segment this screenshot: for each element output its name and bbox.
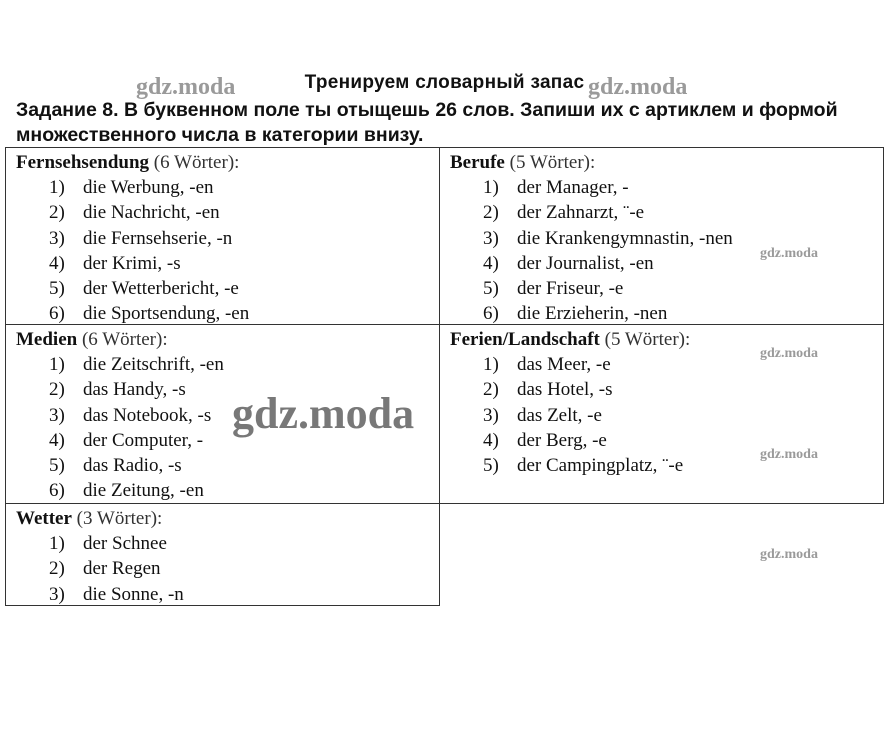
item-word: das Notebook, -s bbox=[83, 404, 212, 426]
item-number: 5) bbox=[49, 455, 65, 477]
item-word: die Sportsendung, -en bbox=[83, 303, 250, 325]
item-number: 5) bbox=[483, 455, 499, 477]
list-item bbox=[16, 226, 439, 251]
item-word: das Radio, -s bbox=[83, 455, 182, 477]
item-number: 1) bbox=[483, 177, 499, 199]
list-item bbox=[450, 175, 883, 200]
list-item bbox=[16, 175, 439, 200]
category-word-count: (5 Wörter): bbox=[604, 329, 691, 350]
list-item bbox=[450, 226, 883, 251]
list-item bbox=[450, 251, 883, 276]
item-word: die Erzieherin, -nen bbox=[517, 303, 668, 325]
list-item bbox=[16, 582, 439, 607]
item-number: 4) bbox=[483, 252, 499, 274]
list-item bbox=[16, 276, 439, 301]
item-number: 4) bbox=[49, 252, 65, 274]
category-word-count: (6 Wörter): bbox=[153, 152, 240, 173]
list-item bbox=[16, 478, 439, 503]
watermark: gdz.moda bbox=[760, 547, 818, 562]
item-word: die Zeitung, -en bbox=[83, 480, 204, 502]
item-number: 6) bbox=[49, 480, 65, 502]
item-number: 2) bbox=[49, 379, 65, 401]
item-word: die Fernsehserie, -n bbox=[83, 227, 233, 249]
item-word: die Werbung, -en bbox=[83, 177, 214, 199]
item-word: der Krimi, -s bbox=[83, 252, 181, 274]
category-cell bbox=[439, 147, 884, 325]
category-heading bbox=[450, 150, 883, 175]
category-cell bbox=[5, 147, 440, 325]
word-list bbox=[16, 175, 439, 326]
item-number: 5) bbox=[483, 278, 499, 300]
watermark: gdz.moda bbox=[136, 74, 236, 100]
task-number: Задание 8. bbox=[16, 99, 119, 121]
watermark: gdz.moda bbox=[760, 346, 818, 361]
category-name: Fernsehsendung bbox=[16, 152, 150, 173]
watermark: gdz.moda bbox=[760, 447, 818, 462]
watermark: gdz.moda bbox=[588, 74, 688, 100]
word-list bbox=[450, 175, 883, 326]
item-word: das Hotel, -s bbox=[517, 379, 613, 401]
item-number: 2) bbox=[49, 558, 65, 580]
item-number: 3) bbox=[483, 227, 499, 249]
item-number: 2) bbox=[483, 379, 499, 401]
task-text: В буквенном поле ты отыщешь 26 слов. Запиши их с артиклем и формой множественного числа в категории внизу. bbox=[16, 99, 838, 146]
word-list bbox=[16, 531, 439, 607]
item-number: 4) bbox=[49, 429, 65, 451]
task-instruction bbox=[16, 98, 876, 148]
watermark: gdz.moda bbox=[760, 246, 818, 261]
category-heading bbox=[16, 327, 439, 352]
list-item bbox=[16, 403, 439, 428]
item-number: 3) bbox=[483, 404, 499, 426]
item-word: der Friseur, -e bbox=[517, 278, 624, 300]
item-number: 6) bbox=[483, 303, 499, 325]
item-number: 3) bbox=[49, 227, 65, 249]
item-word: das Zelt, -e bbox=[517, 404, 602, 426]
item-word: das Handy, -s bbox=[83, 379, 186, 401]
item-word: die Sonne, -n bbox=[83, 583, 184, 605]
list-item bbox=[450, 403, 883, 428]
item-word: der Schnee bbox=[83, 533, 167, 555]
category-word-count: (6 Wörter): bbox=[81, 329, 168, 350]
list-item bbox=[16, 377, 439, 402]
category-heading bbox=[450, 327, 883, 352]
list-item bbox=[16, 251, 439, 276]
category-cell bbox=[439, 324, 884, 504]
item-number: 1) bbox=[483, 354, 499, 376]
category-name: Berufe bbox=[450, 152, 505, 173]
category-name: Wetter bbox=[16, 508, 72, 529]
item-number: 3) bbox=[49, 404, 65, 426]
list-item bbox=[16, 453, 439, 478]
category-word-count: (3 Wörter): bbox=[76, 508, 163, 529]
item-word: der Computer, - bbox=[83, 429, 204, 451]
list-item bbox=[450, 301, 883, 326]
item-word: das Meer, -e bbox=[517, 354, 611, 376]
list-item bbox=[16, 556, 439, 581]
category-name: Ferien/Landschaft bbox=[450, 329, 600, 350]
item-word: die Nachricht, -en bbox=[83, 202, 220, 224]
item-number: 6) bbox=[49, 303, 65, 325]
item-word: der Wetterbericht, -e bbox=[83, 278, 239, 300]
item-number: 5) bbox=[49, 278, 65, 300]
list-item bbox=[450, 276, 883, 301]
item-number: 3) bbox=[49, 583, 65, 605]
item-number: 4) bbox=[483, 429, 499, 451]
list-item bbox=[450, 453, 883, 478]
item-word: die Krankengymnastin, -nen bbox=[517, 227, 733, 249]
category-heading bbox=[16, 506, 439, 531]
category-cell bbox=[5, 503, 440, 606]
item-word: die Zeitschrift, -en bbox=[83, 354, 224, 376]
item-word: der Zahnarzt, ¨-e bbox=[517, 202, 645, 224]
item-number: 1) bbox=[49, 533, 65, 555]
item-number: 1) bbox=[49, 354, 65, 376]
item-word: der Journalist, -en bbox=[517, 252, 654, 274]
item-word: der Campingplatz, ¨-e bbox=[517, 455, 684, 477]
category-word-count: (5 Wörter): bbox=[509, 152, 596, 173]
item-word: der Regen bbox=[83, 558, 161, 580]
page-title: Тренируем словарный запас bbox=[304, 72, 585, 93]
list-item bbox=[16, 428, 439, 453]
category-heading bbox=[16, 150, 439, 175]
item-number: 2) bbox=[483, 202, 499, 224]
word-list bbox=[16, 352, 439, 503]
category-cell bbox=[5, 324, 440, 504]
list-item bbox=[450, 352, 883, 377]
watermark: gdz.moda bbox=[232, 389, 415, 438]
item-word: der Manager, - bbox=[517, 177, 629, 199]
word-list bbox=[450, 352, 883, 478]
list-item bbox=[16, 200, 439, 225]
list-item bbox=[16, 531, 439, 556]
category-name: Medien bbox=[16, 329, 78, 350]
list-item bbox=[16, 301, 439, 326]
list-item bbox=[450, 200, 883, 225]
item-number: 2) bbox=[49, 202, 65, 224]
list-item bbox=[450, 428, 883, 453]
list-item bbox=[16, 352, 439, 377]
item-number: 1) bbox=[49, 177, 65, 199]
item-word: der Berg, -e bbox=[517, 429, 607, 451]
list-item bbox=[450, 377, 883, 402]
